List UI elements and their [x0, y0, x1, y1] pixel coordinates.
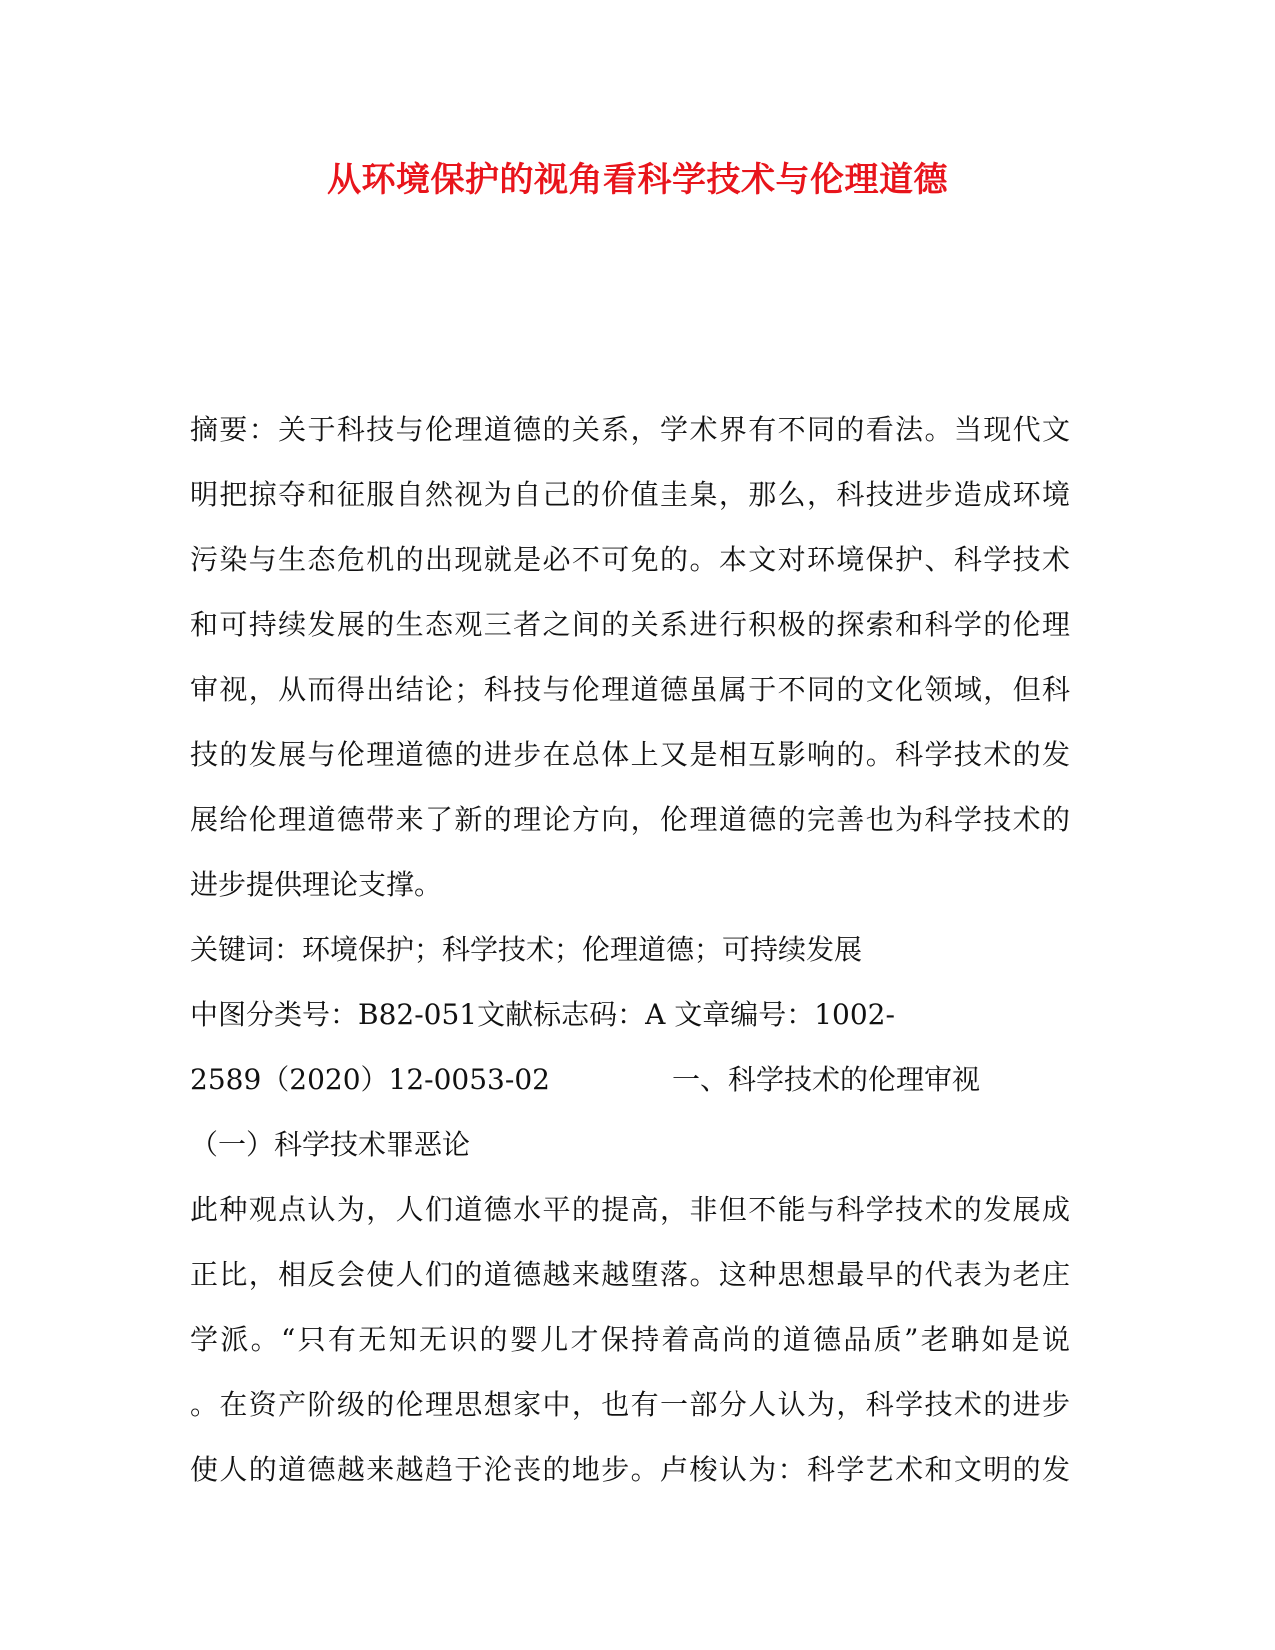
- body-line: 此种观点认为，人们道德水平的提高，非但不能与科学技术的发展成: [190, 1193, 1070, 1226]
- subsection-heading: （一）科学技术罪恶论: [190, 1128, 471, 1161]
- body-line: 正比，相反会使人们的道德越来越堕落。这种思想最早的代表为老庄: [190, 1258, 1070, 1291]
- body-line: 学派。“只有无知无识的婴儿才保持着高尚的道德品质”老聃如是说: [190, 1323, 1070, 1356]
- abstract-line: 污染与生态危机的出现就是必不可免的。本文对环境保护、科学技术: [190, 543, 1070, 576]
- abstract-line: 和可持续发展的生态观三者之间的关系进行积极的探索和科学的伦理: [190, 608, 1070, 641]
- abstract-line: 明把掠夺和征服自然视为自己的价值圭臬，那么，科技进步造成环境: [190, 478, 1070, 511]
- section-heading: 一、科学技术的伦理审视: [671, 1063, 980, 1096]
- body-line: 。在资产阶级的伦理思想家中，也有一部分人认为，科学技术的进步: [190, 1388, 1070, 1421]
- document-title: 从环境保护的视角看科学技术与伦理道德: [327, 160, 948, 200]
- abstract-line: 展给伦理道德带来了新的理论方向，伦理道德的完善也为科学技术的: [190, 803, 1070, 836]
- article-number-line: [190, 1058, 1070, 1123]
- article-number-cont: 2589（2020）12-0053-02: [190, 1063, 550, 1096]
- keywords-line: 关键词：环境保护；科学技术；伦理道德；可持续发展: [190, 933, 863, 966]
- abstract-line: 技的发展与伦理道德的进步在总体上又是相互影响的。科学技术的发: [190, 738, 1070, 771]
- abstract-line: 审视，从而得出结论；科技与伦理道德虽属于不同的文化领域，但科: [190, 673, 1070, 706]
- body-line: 使人的道德越来越趋于沦丧的地步。卢梭认为：科学艺术和文明的发: [190, 1453, 1070, 1486]
- abstract-line: 进步提供理论支撑。: [190, 868, 443, 901]
- abstract-line: 摘要：关于科技与伦理道德的关系，学术界有不同的看法。当现代文: [190, 413, 1070, 446]
- document-body: [190, 408, 1070, 1513]
- classification-line: 中图分类号：B82-051文献标志码：A 文章编号：1002-: [190, 998, 895, 1031]
